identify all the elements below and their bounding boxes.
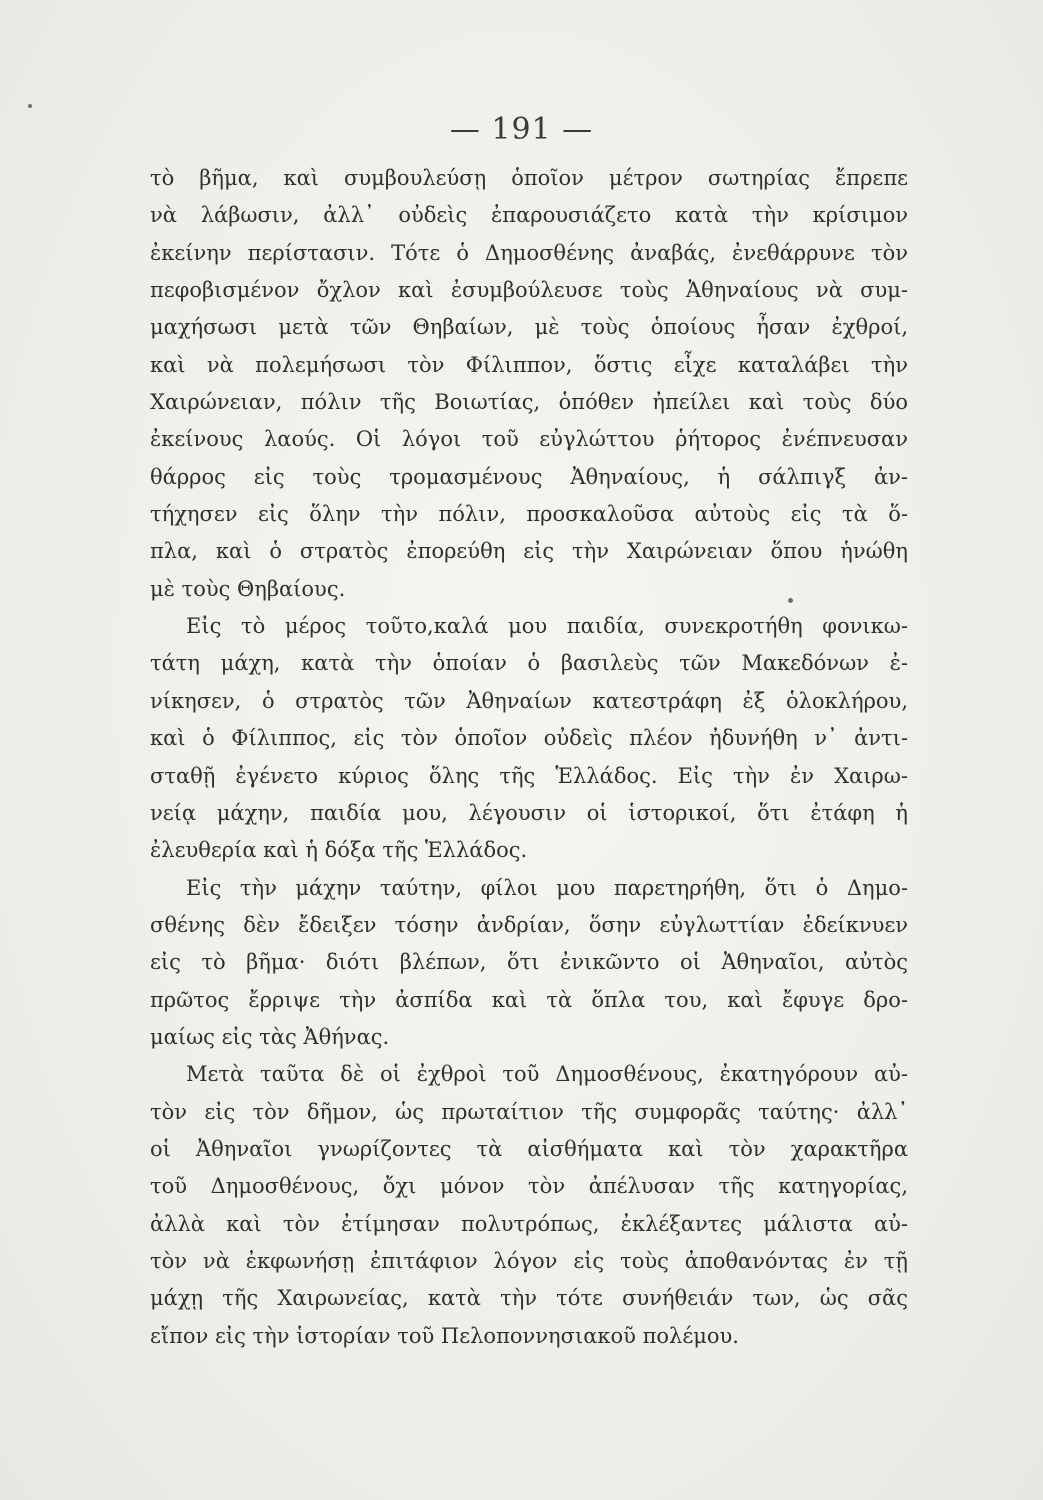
ink-speck <box>28 104 32 108</box>
text-line: μαχήσωσι μετὰ τῶν Θηβαίων, μὲ τοὺς ὁποίους ἦσαν ἐχθροί, <box>150 315 908 340</box>
text-line: σταθῇ ἐγένετο κύριος ὅλης τῆς Ἑλλάδος. Εἰς τὴν ἐν Χαιρω- <box>150 763 908 788</box>
text-line: πλα, καὶ ὁ στρατὸς ἐπορεύθη εἰς τὴν Χαιρώνειαν ὅπου ἡνώθη <box>150 539 908 564</box>
page-number: — 191 — <box>449 112 594 147</box>
text-line: νίκησεν, ὁ στρατὸς τῶν Ἀθηναίων κατεστράφη ἐξ ὁλοκλήρου, <box>150 688 908 713</box>
text-line: εἴπον εἰς τὴν ἱστορίαν τοῦ Πελοποννησιακοῦ πολέμου. <box>150 1323 739 1348</box>
text-line: ἐλευθερία καὶ ἡ δόξα τῆς Ἑλλάδος. <box>150 838 528 863</box>
text-line: καὶ νὰ πολεμήσωσι τὸν Φίλιππον, ὅστις εἶχε καταλάβει τὴν <box>150 352 908 377</box>
text-line: πεφοβισμένον ὄχλον καὶ ἐσυμβούλευσε τοὺς Ἀθηναίους νὰ συμ- <box>150 278 908 303</box>
text-line: σθένης δὲν ἔδειξεν τόσην ἀνδρίαν, ὅσην εὐγλωττίαν ἐδείκνυεν <box>150 912 908 937</box>
text-line: ἐκείνους λαούς. Οἱ λόγοι τοῦ εὐγλώττου ῥήτορος ἐνέπνευσαν <box>150 427 908 452</box>
text-line: τὸν νὰ ἐκφωνήσῃ ἐπιτάφιον λόγον εἰς τοὺς ἀποθανόντας ἐν τῇ <box>150 1248 908 1273</box>
text-line: τήχησεν εἰς ὅλην τὴν πόλιν, προσκαλοῦσα αὐτοὺς εἰς τὰ ὅ- <box>150 502 908 527</box>
text-line: εἰς τὸ βῆμα· διότι βλέπων, ὅτι ἐνικῶντο οἱ Ἀθηναῖοι, αὐτὸς <box>150 950 908 975</box>
text-line: ἐκείνην περίστασιν. Τότε ὁ Δημοσθένης ἀναβάς, ἐνεθάρρυνε τὸν <box>150 240 908 265</box>
text-line: μαίως εἰς τὰς Ἀθήνας. <box>150 1024 390 1049</box>
text-line: ἀλλὰ καὶ τὸν ἐτίμησαν πολυτρόπως, ἐκλέξαντες μάλιστα αὐ- <box>150 1211 908 1236</box>
text-line: Εἰς τὴν μάχην ταύτην, φίλοι μου παρετηρήθη, ὅτι ὁ Δημο- <box>186 875 908 900</box>
text-line: μάχῃ τῆς Χαιρωνείας, κατὰ τὴν τότε συνήθειάν των, ὡς σᾶς <box>150 1286 908 1311</box>
body-text <box>150 160 908 1355</box>
text-line: οἱ Ἀθηναῖοι γνωρίζοντες τὰ αἰσθήματα καὶ τὸν χαρακτῆρα <box>150 1136 908 1161</box>
text-line: τοῦ Δημοσθένους, ὄχι μόνον τὸν ἀπέλυσαν τῆς κατηγορίας, <box>150 1174 908 1199</box>
text-line: πρῶτος ἔρριψε τὴν ἀσπίδα καὶ τὰ ὅπλα του, καὶ ἔφυγε δρο- <box>150 987 908 1012</box>
text-line: τὸν εἰς τὸν δῆμον, ὡς πρωταίτιον τῆς συμφορᾶς ταύτης· ἀλλ᾽ <box>150 1099 908 1124</box>
text-line: Χαιρώνειαν, πόλιν τῆς Βοιωτίας, ὁπόθεν ἠπείλει καὶ τοὺς δύο <box>150 390 908 415</box>
text-line: τάτη μάχη, κατὰ τὴν ὁποίαν ὁ βασιλεὺς τῶν Μακεδόνων ἐ- <box>150 651 908 676</box>
text-line: θάρρος εἰς τοὺς τρομασμένους Ἀθηναίους, ἡ σάλπιγξ ἀν- <box>150 464 908 489</box>
text-line: τὸ βῆμα, καὶ συμβουλεύσῃ ὁποῖον μέτρον σωτηρίας ἔπρεπε <box>150 166 908 190</box>
text-line: νὰ λάβωσιν, ἀλλ᾽ οὐδεὶς ἐπαρουσιάζετο κατὰ τὴν κρίσιμον <box>150 203 908 228</box>
text-line: μὲ τοὺς Θηβαίους. <box>150 576 346 601</box>
text-line: καὶ ὁ Φίλιππος, εἰς τὸν ὁποῖον οὐδεὶς πλέον ἠδυνήθη ν᾽ ἀντι- <box>150 726 908 751</box>
text-line: Εἰς τὸ μέρος τοῦτο,καλά μου παιδία, συνεκροτήθη φονικω- <box>186 614 908 639</box>
text-line: νείᾳ μάχην, παιδία μου, λέγουσιν οἱ ἱστορικοί, ὅτι ἐτάφη ἡ <box>150 800 908 825</box>
text-line: Μετὰ ταῦτα δὲ οἱ ἐχθροὶ τοῦ Δημοσθένους, ἐκατηγόρουν αὐ- <box>186 1062 908 1087</box>
